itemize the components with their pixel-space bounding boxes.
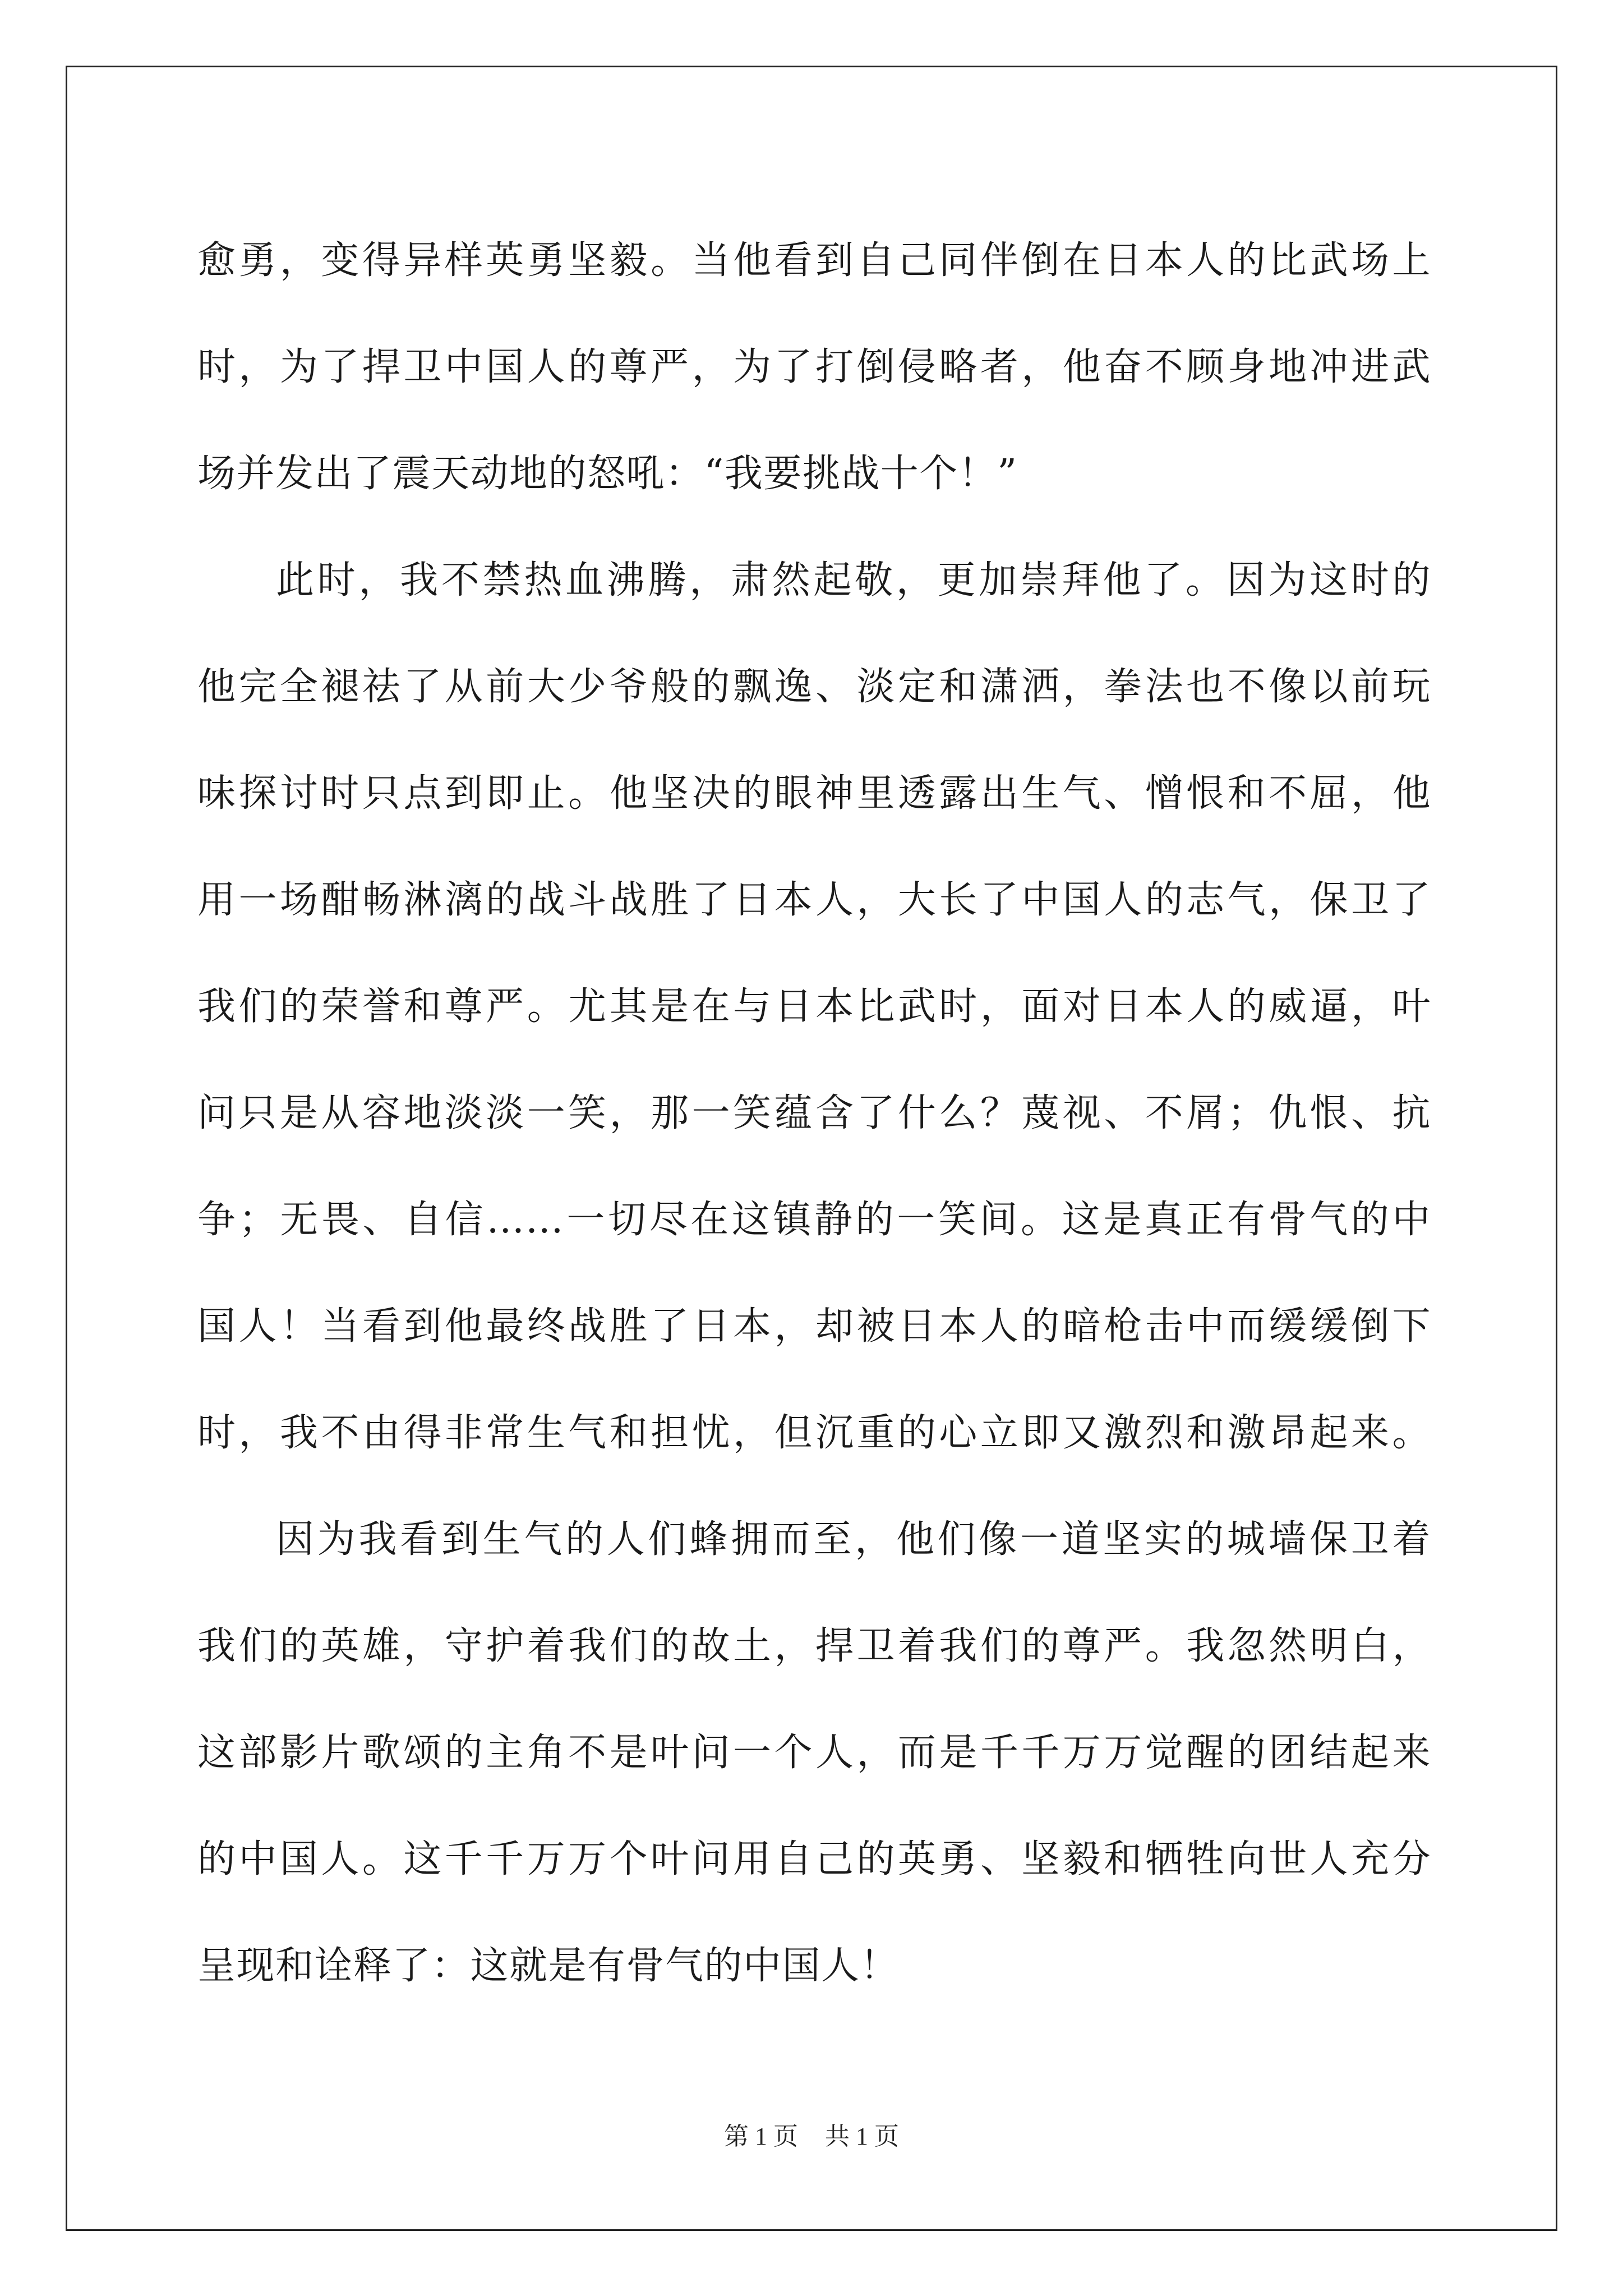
text-line: 味探讨时只点到即止。他坚决的眼神里透露出生气、憎恨和不屈，他 (197, 771, 1431, 816)
text-line: 争；无畏、自信……一切尽在这镇静的一笑间。这是真正有骨气的中 (197, 1198, 1431, 1242)
document-body (197, 208, 1431, 2019)
page-total: 共 1 页 (825, 2123, 899, 2150)
text-line: 他完全褪祛了从前大少爷般的飘逸、淡定和潇洒，拳法也不像以前玩 (197, 665, 1431, 709)
text-line: 国人！当看到他最终战胜了日本，却被日本人的暗枪击中而缓缓倒下 (197, 1304, 1431, 1349)
text-line: 时，我不由得非常生气和担忧，但沉重的心立即又激烈和激昂起来。 (197, 1411, 1431, 1455)
text-line: 我们的荣誉和尊严。尤其是在与日本比武时，面对日本人的威逼，叶 (197, 984, 1431, 1029)
text-line: 此时，我不禁热血沸腾，肃然起敬，更加崇拜他了。因为这时的 (276, 558, 1431, 602)
text-line: 因为我看到生气的人们蜂拥而至，他们像一道坚实的城墙保卫着 (276, 1517, 1431, 1562)
text-line: 这部影片歌颂的主角不是叶问一个人，而是千千万万觉醒的团结起来 (197, 1731, 1431, 1775)
text-line: 呈现和诠释了：这就是有骨气的中国人！ (197, 1944, 900, 1988)
text-line: 时，为了捍卫中国人的尊严，为了打倒侵略者，他奋不顾身地冲进武 (197, 345, 1431, 389)
text-line: 我们的英雄，守护着我们的故土，捍卫着我们的尊严。我忽然明白， (197, 1624, 1431, 1668)
text-line: 的中国人。这千千万万个叶问用自己的英勇、坚毅和牺牲向世人充分 (197, 1837, 1431, 1881)
text-line: 场并发出了震天动地的怒吼：“我要挑战十个！” (197, 452, 1018, 496)
text-line: 问只是从容地淡淡一笑，那一笑蕴含了什么？蔑视、不屑；仇恨、抗 (197, 1091, 1431, 1135)
text-line: 用一场酣畅淋漓的战斗战胜了日本人，大长了中国人的志气，保卫了 (197, 878, 1431, 922)
page-footer (0, 2116, 1623, 2152)
page-number: 第 1 页 (724, 2123, 798, 2150)
text-line: 愈勇，变得异样英勇坚毅。当他看到自己同伴倒在日本人的比武场上 (197, 238, 1431, 283)
